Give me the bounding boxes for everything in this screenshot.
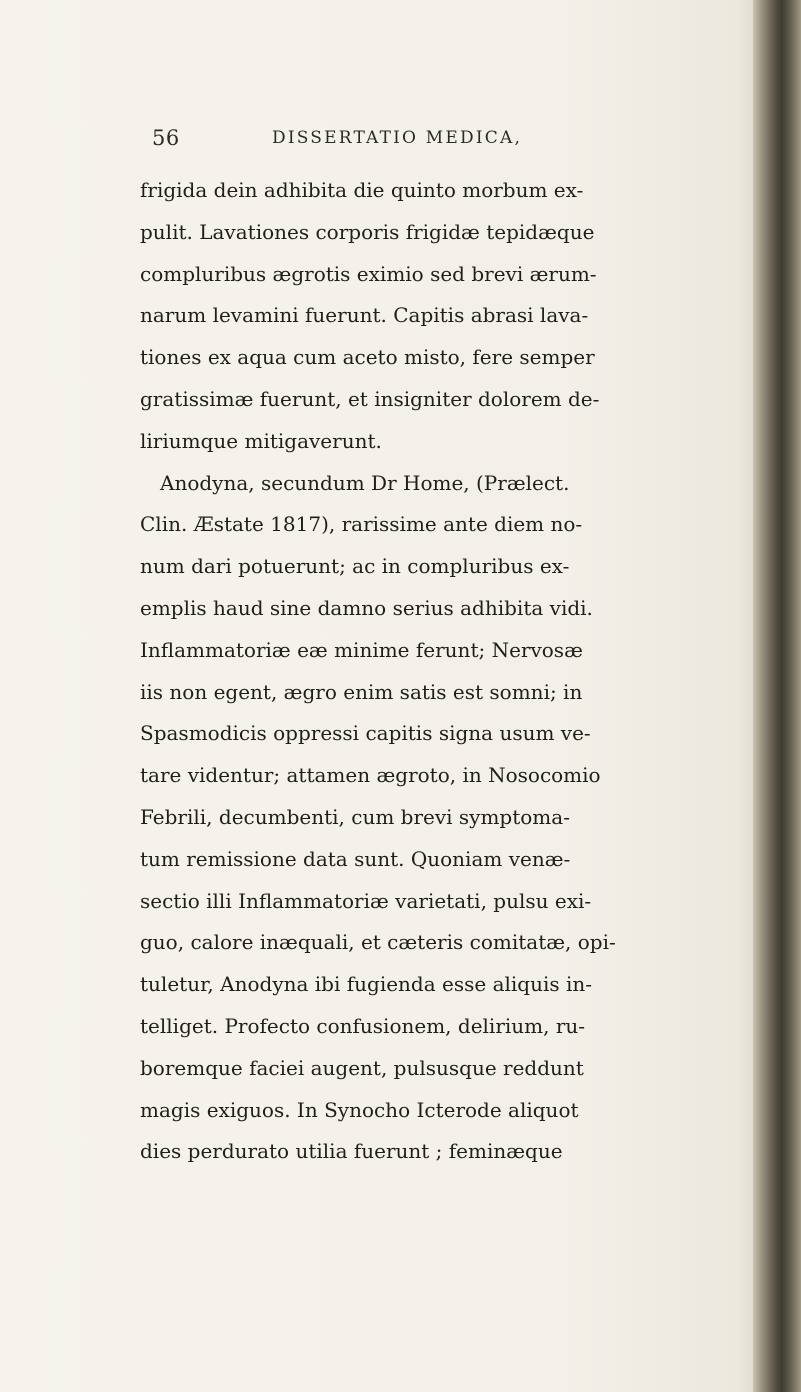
text-line: Inflammatoriæ eæ minime ferunt; Nervosæ: [140, 637, 583, 662]
text-line: sectio illi Inflammatoriæ varietati, pulsu exi-: [140, 888, 592, 913]
text-line: Anodyna, secundum Dr Home, (Prælect.: [160, 470, 570, 495]
text-line: narum levamini fuerunt. Capitis abrasi lava-: [140, 303, 589, 328]
body-text: [140, 170, 740, 1173]
text-line: iis non egent, ægro enim satis est somni; in: [140, 679, 583, 704]
text-line: magis exiguos. In Synocho Icterode aliquot: [140, 1097, 579, 1122]
page-header: [152, 126, 732, 156]
text-line: tuletur, Anodyna ibi fugienda esse aliquis in-: [140, 972, 593, 997]
text-line: tare videntur; attamen ægroto, in Nosocomio: [140, 763, 601, 788]
text-line: Febrili, decumbenti, cum brevi symptoma-: [140, 804, 570, 829]
text-line: liriumque mitigaverunt.: [140, 428, 382, 453]
text-line: compluribus ægrotis eximio sed brevi ærum-: [140, 261, 597, 286]
text-line: emplis haud sine damno serius adhibita vidi.: [140, 595, 593, 620]
text-line: Spasmodicis oppressi capitis signa usum ve-: [140, 721, 591, 746]
text-line: Clin. Æstate 1817), rarissime ante diem no-: [140, 512, 583, 537]
text-line: guo, calore inæquali, et cæteris comitatæ, opi-: [140, 930, 616, 955]
page-number: 56: [152, 126, 180, 150]
running-title: DISSERTATIO MEDICA,: [272, 128, 523, 148]
text-line: num dari potuerunt; ac in compluribus ex-: [140, 554, 570, 579]
text-line: tiones ex aqua cum aceto misto, fere semper: [140, 345, 595, 370]
text-line: frigida dein adhibita die quinto morbum ex-: [140, 178, 584, 202]
page-edge-shadow: [753, 0, 801, 1392]
text-line: pulit. Lavationes corporis frigidæ tepidæque: [140, 219, 595, 244]
text-line: dies perdurato utilia fuerunt ; feminæque: [140, 1139, 563, 1164]
text-line: gratissimæ fuerunt, et insigniter dolorem de-: [140, 386, 600, 411]
text-line: telliget. Profecto confusionem, delirium, ru-: [140, 1013, 586, 1038]
text-line: boremque faciei augent, pulsusque reddunt: [140, 1055, 584, 1080]
text-line: tum remissione data sunt. Quoniam venæ-: [140, 846, 571, 871]
